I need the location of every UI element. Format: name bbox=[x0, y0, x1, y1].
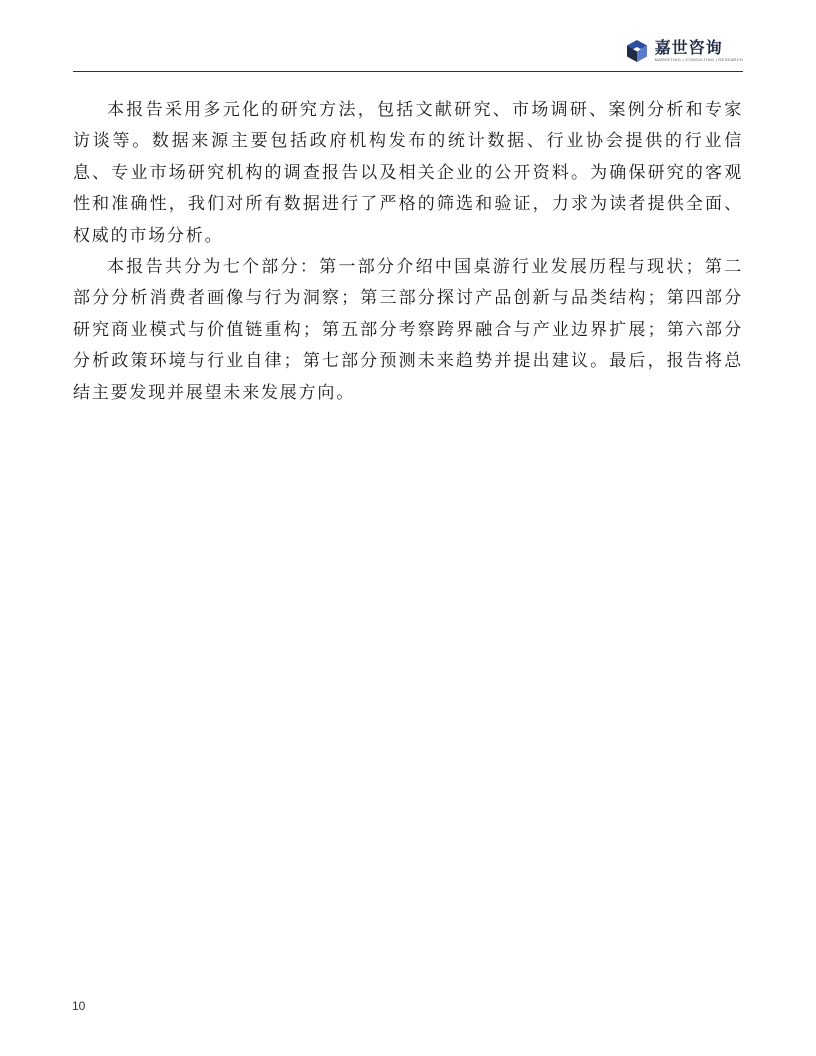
brand-logo bbox=[625, 36, 743, 66]
brand-name: 嘉世咨询 bbox=[654, 38, 723, 57]
paragraph-structure: 本报告共分为七个部分：第一部分介绍中国桌游行业发展历程与现状；第二部分分析消费者画像与行为洞察；第三部分探讨产品创新与品类结构；第四部分研究商业模式与价值链重构；第五部分考察跨界融合与产业边界扩展；第六部分分析政策环境与行业自律；第七部分预测未来趋势并提出建议。最后，报告将总结主要发现并展望未来发展方向。 bbox=[73, 257, 743, 403]
report-body bbox=[73, 95, 743, 409]
brand-tagline: MARKETING | CONSULTING | RESEARCH bbox=[654, 57, 743, 62]
page-header bbox=[73, 30, 743, 72]
paragraph-methodology: 本报告采用多元化的研究方法，包括文献研究、市场调研、案例分析和专家访谈等。数据来源主要包括政府机构发布的统计数据、行业协会提供的行业信息、专业市场研究机构的调查报告以及相关企业的公开资料。为确保研究的客观性和准确性，我们对所有数据进行了严格的筛选和验证，力求为读者提供全面、权威的市场分析。 bbox=[73, 100, 743, 246]
jiashi-logo-icon bbox=[625, 39, 649, 63]
header-divider bbox=[73, 71, 743, 72]
page-number: 10 bbox=[72, 999, 86, 1013]
